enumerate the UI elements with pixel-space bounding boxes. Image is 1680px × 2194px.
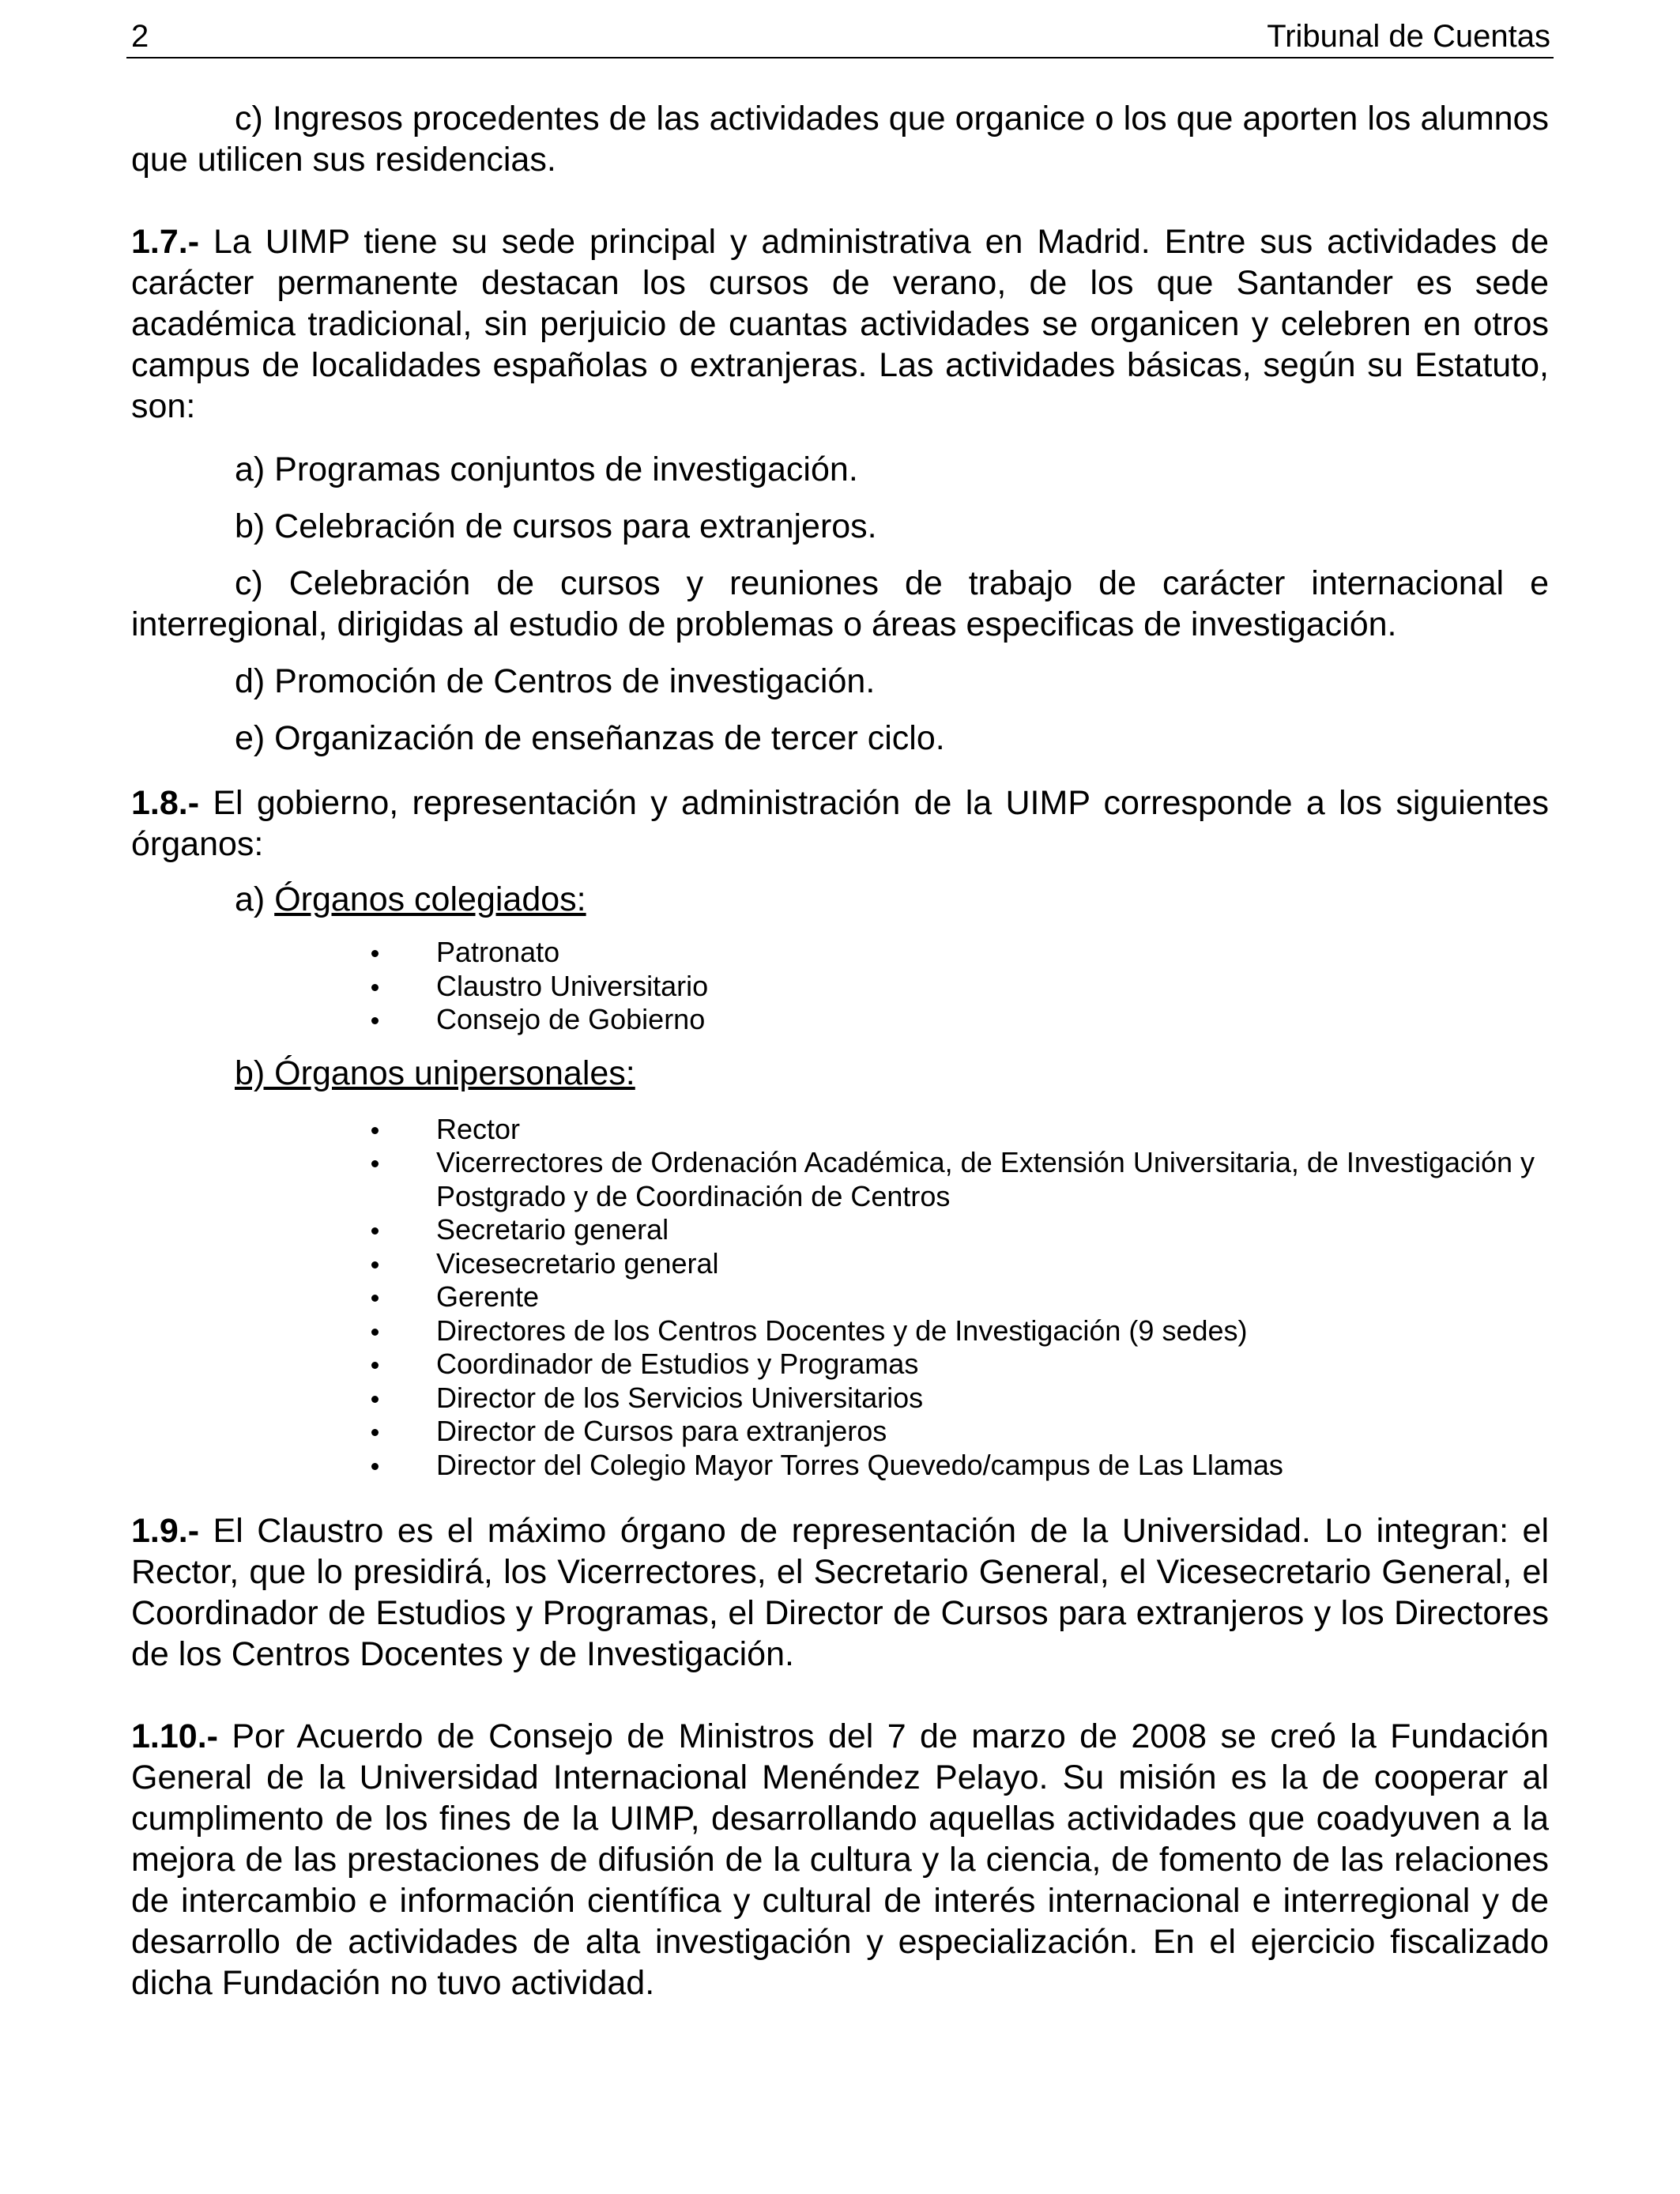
list-item: Gerente xyxy=(400,1280,1549,1314)
unipersonales-heading xyxy=(131,1053,1549,1094)
activity-item-c: c) Celebración de cursos y reuniones de trabajo de carácter internacional e interregional, dirigidas al estudio de problemas o áreas especificas de investigación. xyxy=(131,564,1549,643)
list-item: Patronato xyxy=(400,936,1549,970)
section-1-8 xyxy=(131,782,1549,865)
unipersonales-heading-text: b) Órganos unipersonales: xyxy=(235,1054,635,1092)
activity-item-d: d) Promoción de Centros de investigación. xyxy=(235,662,876,700)
section-1-10-number: 1.10.- xyxy=(131,1717,218,1755)
activity-item-e: e) Organización de enseñanzas de tercer ciclo. xyxy=(235,719,945,757)
colegiados-prefix: a) xyxy=(235,880,275,918)
page-header xyxy=(126,16,1554,58)
unipersonales-list xyxy=(400,1113,1549,1483)
list-item: Director de los Servicios Universitarios xyxy=(400,1382,1549,1416)
list-item: Consejo de Gobierno xyxy=(400,1003,1549,1037)
list-item: Vicerrectores de Ordenación Académica, de Extensión Universitaria, de Investigación y Postgrado y de Coordinación de Centros xyxy=(400,1146,1549,1213)
list-item: Vicesecretario general xyxy=(400,1247,1549,1281)
list-item: Director de Cursos para extranjeros xyxy=(400,1415,1549,1449)
colegiados-list xyxy=(400,936,1549,1037)
list-item: Claustro Universitario xyxy=(400,970,1549,1004)
list-item: Coordinador de Estudios y Programas xyxy=(400,1348,1549,1382)
activity-item-b: b) Celebración de cursos para extranjeros. xyxy=(235,507,877,545)
page-number: 2 xyxy=(131,19,149,54)
activity-item-a: a) Programas conjuntos de investigación. xyxy=(235,450,858,488)
section-1-9-number: 1.9.- xyxy=(131,1512,200,1550)
header-title: Tribunal de Cuentas xyxy=(1267,19,1550,54)
list-item: Director del Colegio Mayor Torres Quevedo/campus de Las Llamas xyxy=(400,1449,1549,1483)
section-1-8-text: El gobierno, representación y administración de la UIMP corresponde a los siguientes órganos: xyxy=(131,784,1549,863)
section-1-7-number: 1.7.- xyxy=(131,223,200,261)
section-1-8-number: 1.8.- xyxy=(131,784,200,822)
colegiados-heading-text: Órganos colegiados: xyxy=(274,880,586,918)
intro-item-c: c) Ingresos procedentes de las actividades que organice o los que aporten los alumnos que utilicen sus residencias. xyxy=(131,100,1549,179)
list-item: Directores de los Centros Docentes y de Investigación (9 sedes) xyxy=(400,1314,1549,1348)
document-body xyxy=(131,98,1549,2004)
section-1-7-text: La UIMP tiene su sede principal y administrativa en Madrid. Entre sus actividades de carácter permanente destacan los cursos de verano, de los que Santander es sede académica tradicional, sin perjuicio de cuantas actividades se organicen y celebren en otros campus de localidades españolas o extranjeras. Las actividades básicas, según su Estatuto, son: xyxy=(131,223,1549,425)
list-item: Secretario general xyxy=(400,1213,1549,1247)
section-1-10 xyxy=(131,1716,1549,2004)
section-1-9-text: El Claustro es el máximo órgano de representación de la Universidad. Lo integran: el Rector, que lo presidirá, los Vicerrectores, el Secretario General, el Vicesecretario General, el Coordinador de Estudios y Programas, el Director de Cursos para extranjeros y los Directores de los Centros Docentes y de Investigación. xyxy=(131,1512,1549,1673)
section-1-7 xyxy=(131,221,1549,427)
section-1-9 xyxy=(131,1510,1549,1675)
colegiados-heading xyxy=(131,879,1549,920)
list-item: Rector xyxy=(400,1113,1549,1147)
section-1-10-text: Por Acuerdo de Consejo de Ministros del 7 de marzo de 2008 se creó la Fundación General de la Universidad Internacional Menéndez Pelayo. Su misión es la de cooperar al cumplimento de los fines de la UIMP, desarrollando aquellas actividades que coadyuven a la mejora de las prestaciones de difusión de la cultura y la ciencia, de fomento de las relaciones de intercambio e información científica y cultural de interés internacional e interregional y de desarrollo de actividades de alta investigación y especialización. En el ejercicio fiscalizado dicha Fundación no tuvo actividad. xyxy=(131,1717,1549,2002)
